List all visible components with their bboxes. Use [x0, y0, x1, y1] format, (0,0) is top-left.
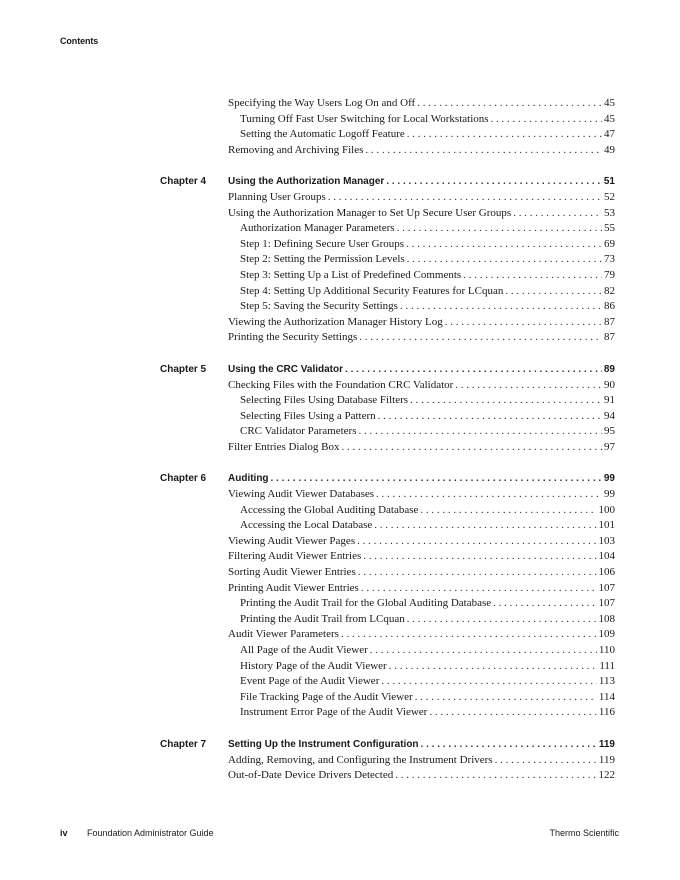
- toc-entry[interactable]: [0, 534, 680, 550]
- toc-entry-link[interactable]: [228, 96, 615, 112]
- toc-entry-link[interactable]: [228, 549, 615, 565]
- toc-entry-title: Using the Authorization Manager to Set Up Secure User Groups: [228, 206, 512, 219]
- dot-leader: [271, 471, 602, 487]
- toc-entry-link[interactable]: [228, 565, 615, 581]
- toc-entry-title: Printing the Audit Trail for the Global Auditing Database: [240, 597, 492, 610]
- toc-entry[interactable]: [0, 268, 680, 284]
- toc-entry-link[interactable]: [228, 330, 615, 346]
- chapter-page-number: 51: [603, 176, 615, 188]
- toc-entry-page-number: 103: [598, 534, 615, 547]
- toc-entry[interactable]: [0, 96, 680, 112]
- toc-entry[interactable]: [0, 237, 680, 253]
- toc-entry-title: Printing Audit Viewer Entries: [228, 581, 359, 594]
- dot-leader: [358, 565, 597, 581]
- toc-entry-page-number: 94: [604, 409, 615, 422]
- dot-leader: [407, 252, 602, 268]
- toc-entry[interactable]: [0, 643, 680, 659]
- toc-entry[interactable]: [0, 612, 680, 628]
- dot-leader: [407, 127, 602, 143]
- toc-entry-title: Viewing Audit Viewer Pages: [228, 534, 356, 547]
- dot-leader: [342, 440, 602, 456]
- toc-entry[interactable]: [0, 112, 680, 128]
- toc-entry-link[interactable]: [228, 768, 615, 784]
- dot-leader: [365, 143, 602, 159]
- toc-entry-page-number: 110: [598, 644, 615, 656]
- toc-entry-title: Adding, Removing, and Configuring the Instrument Drivers: [228, 753, 493, 766]
- chapter-heading-row[interactable]: [0, 362, 680, 378]
- toc-entry-link[interactable]: [228, 487, 615, 503]
- toc-entry-link[interactable]: [240, 659, 615, 675]
- toc-entry-page-number: 95: [604, 425, 615, 438]
- chapter-section: [0, 737, 680, 784]
- dot-leader: [445, 315, 602, 331]
- toc-entry-page-number: 86: [604, 300, 615, 313]
- dot-leader: [341, 627, 597, 643]
- toc-entry-page-number: 108: [598, 612, 615, 625]
- toc-entry-link[interactable]: [240, 612, 615, 628]
- toc-entry[interactable]: [0, 221, 680, 237]
- toc-entry-link[interactable]: [240, 221, 615, 237]
- chapter-page-number: 119: [598, 738, 615, 750]
- toc-entry-page-number: 99: [604, 488, 615, 501]
- toc-entry[interactable]: [0, 127, 680, 143]
- toc-entry-page-number: 90: [604, 378, 615, 391]
- toc-entry-page-number: 97: [604, 440, 615, 453]
- dot-leader: [407, 612, 597, 628]
- toc-entry-title: Specifying the Way Users Log On and Off: [228, 97, 416, 109]
- chapter-number: Chapter 6: [160, 473, 207, 485]
- toc-entry[interactable]: [0, 206, 680, 222]
- toc-entry-page-number: 45: [604, 112, 615, 125]
- toc-entry-link[interactable]: [228, 753, 615, 769]
- chapter-section: [0, 174, 680, 346]
- toc-entry[interactable]: [0, 284, 680, 300]
- dot-leader: [397, 221, 602, 237]
- toc-entry-page-number: 109: [598, 628, 615, 641]
- toc-entry-title: Step 5: Saving the Security Settings: [240, 300, 398, 313]
- toc-entry[interactable]: [0, 424, 680, 440]
- table-of-contents: [0, 96, 680, 784]
- toc-entry-page-number: 53: [604, 206, 615, 219]
- toc-entry-link[interactable]: [240, 424, 615, 440]
- chapter-number: Chapter 4: [160, 176, 207, 188]
- section-gap: [0, 721, 680, 737]
- dot-leader: [463, 268, 602, 284]
- toc-entry-page-number: 79: [604, 268, 615, 281]
- dot-leader: [429, 705, 597, 721]
- toc-entry-page-number: 87: [604, 331, 615, 344]
- toc-entry-page-number: 119: [598, 753, 615, 766]
- toc-entry[interactable]: [0, 440, 680, 456]
- dot-leader: [345, 362, 602, 378]
- dot-leader: [410, 393, 602, 409]
- dot-leader: [421, 737, 597, 753]
- toc-entry-title: History Page of the Audit Viewer: [240, 659, 387, 672]
- toc-entry-page-number: 69: [604, 237, 615, 250]
- toc-entry[interactable]: [0, 627, 680, 643]
- toc-entry-link[interactable]: [240, 268, 615, 284]
- dot-leader: [389, 659, 598, 675]
- continued-section: [0, 96, 680, 158]
- toc-entry-page-number: 55: [604, 222, 615, 235]
- toc-entry[interactable]: [0, 674, 680, 690]
- dot-leader: [361, 581, 597, 597]
- toc-entry-page-number: 100: [598, 503, 615, 516]
- dot-leader: [505, 284, 602, 300]
- toc-entry-page-number: 116: [598, 706, 615, 719]
- brand-name: Thermo Scientific: [549, 828, 619, 838]
- toc-entry-title: Turning Off Fast User Switching for Local Workstations: [240, 112, 489, 125]
- toc-entry-title: Checking Files with the Foundation CRC Validator: [228, 378, 454, 391]
- toc-entry-page-number: 87: [604, 315, 615, 328]
- toc-entry-link[interactable]: [240, 705, 615, 721]
- toc-entry-page-number: 104: [598, 550, 615, 563]
- toc-entry-page-number: 106: [598, 566, 615, 579]
- toc-entry-link[interactable]: [240, 674, 615, 690]
- chapter-section: [0, 471, 680, 721]
- toc-entry-page-number: 113: [598, 675, 615, 688]
- dot-leader: [493, 596, 596, 612]
- toc-entry-page-number: 73: [604, 253, 615, 266]
- toc-entry-title: Authorization Manager Parameters: [240, 222, 395, 235]
- toc-entry-link[interactable]: [240, 112, 615, 128]
- toc-entry-link[interactable]: [228, 440, 615, 456]
- toc-entry-title: Setting the Automatic Logoff Feature: [240, 128, 405, 141]
- dot-leader: [417, 96, 602, 112]
- toc-entry-title: Event Page of the Audit Viewer: [240, 675, 380, 688]
- toc-entry-link[interactable]: [228, 143, 615, 159]
- toc-entry-title: Step 2: Setting the Permission Levels: [240, 253, 405, 266]
- dot-leader: [513, 206, 602, 222]
- dot-leader: [386, 174, 602, 190]
- toc-entry-link[interactable]: [228, 581, 615, 597]
- dot-leader: [374, 518, 596, 534]
- toc-entry-link[interactable]: [228, 378, 615, 394]
- toc-entry[interactable]: [0, 409, 680, 425]
- toc-entry[interactable]: [0, 565, 680, 581]
- toc-entry-title: Step 1: Defining Secure User Groups: [240, 237, 405, 250]
- toc-entry-title: Instrument Error Page of the Audit Viewer: [240, 706, 428, 719]
- toc-entry-page-number: 47: [604, 128, 615, 141]
- chapter-link[interactable]: [228, 362, 615, 378]
- toc-entry[interactable]: [0, 190, 680, 206]
- toc-entry-page-number: 82: [604, 284, 615, 297]
- toc-entry-title: Filtering Audit Viewer Entries: [228, 550, 362, 563]
- toc-entry-page-number: 107: [598, 597, 615, 610]
- toc-entry-page-number: 111: [599, 659, 615, 672]
- toc-entry-title: Step 3: Setting Up a List of Predefined Comments: [240, 268, 462, 281]
- toc-entry-title: All Page of the Audit Viewer: [240, 644, 368, 656]
- guide-title: Foundation Administrator Guide: [87, 828, 214, 838]
- toc-entry-link[interactable]: [240, 518, 615, 534]
- toc-entry-link[interactable]: [228, 190, 615, 206]
- toc-entry-page-number: 122: [598, 769, 615, 782]
- toc-entry-title: Viewing Audit Viewer Databases: [228, 488, 375, 501]
- toc-entry-title: Audit Viewer Parameters: [228, 628, 339, 641]
- toc-entry[interactable]: [0, 705, 680, 721]
- toc-entry-link[interactable]: [240, 299, 615, 315]
- dot-leader: [406, 237, 602, 253]
- dot-leader: [415, 690, 597, 706]
- toc-entry[interactable]: [0, 378, 680, 394]
- toc-entry[interactable]: [0, 299, 680, 315]
- chapter-page-number: 89: [603, 363, 615, 375]
- toc-entry-title: Out-of-Date Device Drivers Detected: [228, 769, 394, 782]
- toc-entry-title: Selecting Files Using Database Filters: [240, 394, 409, 407]
- page-number: iv: [60, 828, 68, 838]
- toc-entry-title: Printing the Audit Trail from LCquan: [240, 612, 405, 625]
- toc-entry-page-number: 52: [604, 190, 615, 203]
- toc-entry-title: Selecting Files Using a Pattern: [240, 409, 376, 422]
- chapter-number: Chapter 7: [160, 738, 207, 750]
- chapter-number: Chapter 5: [160, 363, 207, 375]
- toc-entry[interactable]: [0, 753, 680, 769]
- chapter-page-number: 99: [603, 473, 615, 485]
- toc-entry[interactable]: [0, 518, 680, 534]
- toc-entry-title: Sorting Audit Viewer Entries: [228, 566, 356, 579]
- toc-entry[interactable]: [0, 596, 680, 612]
- toc-entry-page-number: 101: [598, 519, 615, 532]
- dot-leader: [395, 768, 596, 784]
- chapter-link[interactable]: [228, 471, 615, 487]
- dot-leader: [359, 330, 602, 346]
- dot-leader: [378, 409, 602, 425]
- toc-entry-title: Accessing the Local Database: [240, 519, 373, 532]
- section-gap: [0, 455, 680, 471]
- toc-entry-link[interactable]: [228, 206, 615, 222]
- toc-entry-link[interactable]: [240, 393, 615, 409]
- toc-entry[interactable]: [0, 659, 680, 675]
- toc-entry-link[interactable]: [240, 596, 615, 612]
- dot-leader: [495, 753, 597, 769]
- toc-entry-link[interactable]: [240, 237, 615, 253]
- toc-entry-title: Viewing the Authorization Manager History Log: [228, 315, 443, 328]
- toc-entry-link[interactable]: [240, 503, 615, 519]
- section-gap: [0, 346, 680, 362]
- toc-entry-title: Printing the Security Settings: [228, 331, 358, 344]
- running-header: Contents: [60, 36, 99, 46]
- toc-entry-link[interactable]: [240, 409, 615, 425]
- chapter-section: [0, 362, 680, 456]
- toc-entry-link[interactable]: [240, 643, 615, 659]
- toc-entry[interactable]: [0, 487, 680, 503]
- toc-entry-title: Removing and Archiving Files: [228, 143, 364, 156]
- dot-leader: [381, 674, 597, 690]
- dot-leader: [359, 424, 603, 440]
- dot-leader: [363, 549, 596, 565]
- chapter-title: Auditing: [228, 473, 269, 485]
- toc-entry[interactable]: [0, 768, 680, 784]
- section-gap: [0, 158, 680, 174]
- dot-leader: [357, 534, 596, 550]
- toc-entry-page-number: 114: [598, 690, 615, 703]
- toc-entry-page-number: 107: [598, 581, 615, 594]
- toc-entry[interactable]: [0, 252, 680, 268]
- toc-entry-page-number: 91: [604, 394, 615, 407]
- toc-entry-title: Planning User Groups: [228, 190, 326, 203]
- chapter-heading-row[interactable]: [0, 737, 680, 753]
- chapter-title: Using the CRC Validator: [228, 363, 344, 375]
- chapter-link[interactable]: [228, 174, 615, 190]
- toc-entry-title: File Tracking Page of the Audit Viewer: [240, 690, 413, 703]
- toc-entry-link[interactable]: [240, 252, 615, 268]
- toc-entry-title: Step 4: Setting Up Additional Security Features for LCquan: [240, 284, 504, 297]
- toc-entry-page-number: 45: [604, 97, 615, 109]
- toc-entry-page-number: 49: [604, 143, 615, 156]
- toc-entry-link[interactable]: [240, 690, 615, 706]
- toc-entry[interactable]: [0, 581, 680, 597]
- toc-entry[interactable]: [0, 143, 680, 159]
- toc-entry[interactable]: [0, 393, 680, 409]
- toc-entry[interactable]: [0, 330, 680, 346]
- toc-entry-title: CRC Validator Parameters: [240, 425, 357, 438]
- toc-entry[interactable]: [0, 315, 680, 331]
- toc-entry-link[interactable]: [240, 127, 615, 143]
- chapter-link[interactable]: [228, 737, 615, 753]
- dot-leader: [370, 643, 597, 659]
- toc-entry-link[interactable]: [240, 284, 615, 300]
- dot-leader: [455, 378, 602, 394]
- toc-entry[interactable]: [0, 549, 680, 565]
- toc-entry-link[interactable]: [228, 627, 615, 643]
- chapter-title: Setting Up the Instrument Configuration: [228, 738, 419, 750]
- chapter-heading-row[interactable]: [0, 471, 680, 487]
- toc-entry[interactable]: [0, 690, 680, 706]
- dot-leader: [491, 112, 602, 128]
- toc-entry-link[interactable]: [228, 315, 615, 331]
- chapter-title: Using the Authorization Manager: [228, 176, 385, 188]
- toc-entry-title: Accessing the Global Auditing Database: [240, 503, 419, 516]
- toc-entry-title: Filter Entries Dialog Box: [228, 440, 340, 453]
- dot-leader: [420, 503, 596, 519]
- dot-leader: [376, 487, 602, 503]
- chapter-heading-row[interactable]: [0, 174, 680, 190]
- toc-entry-link[interactable]: [228, 534, 615, 550]
- dot-leader: [328, 190, 602, 206]
- toc-entry[interactable]: [0, 503, 680, 519]
- dot-leader: [400, 299, 602, 315]
